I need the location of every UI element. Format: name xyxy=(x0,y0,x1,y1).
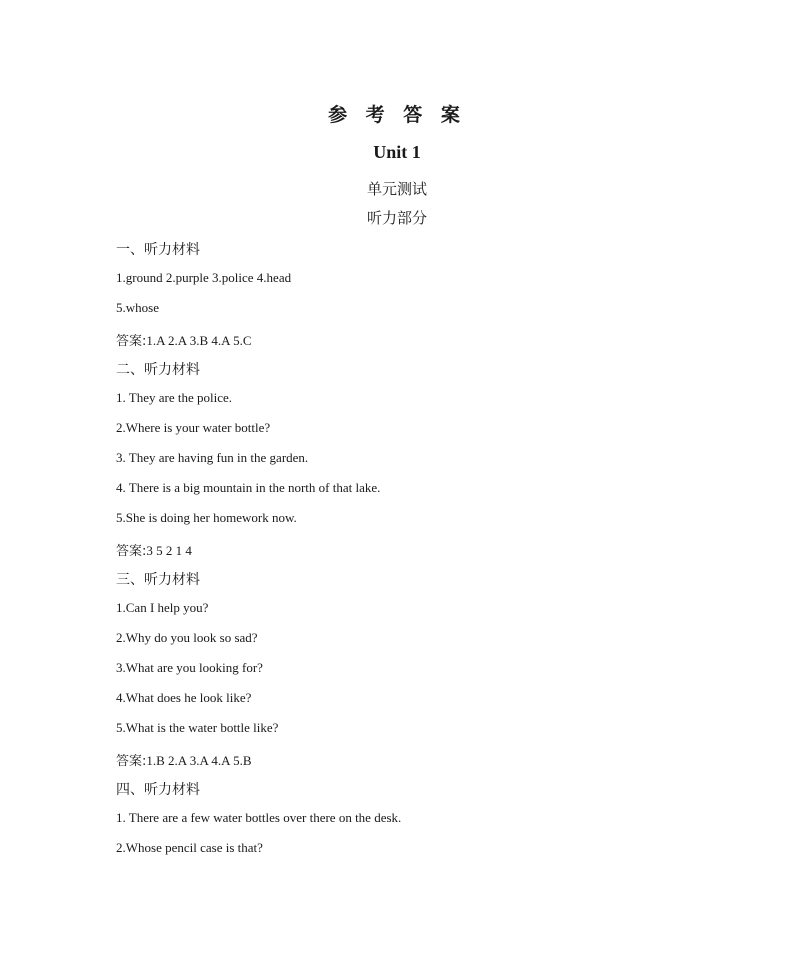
answer-values: 1.A 2.A 3.B 4.A 5.C xyxy=(146,333,252,348)
section-4-line: 1. There are a few water bottles over there on the desk. xyxy=(116,810,402,825)
section-4-line: 2.Whose pencil case is that? xyxy=(116,840,263,855)
section-subtitle-listening: 听力部分 xyxy=(366,209,427,227)
section-2-answer xyxy=(116,540,192,559)
section-4-heading: 四、听力材料 xyxy=(116,782,200,798)
section-1-answer xyxy=(116,330,252,349)
answer-label: 答案: xyxy=(116,544,147,559)
answer-label: 答案: xyxy=(116,334,147,349)
section-2-line: 3. They are having fun in the garden. xyxy=(116,450,309,465)
answer-label: 答案: xyxy=(116,754,147,769)
answer-values: 3 5 2 1 4 xyxy=(146,543,192,558)
page-title: 参 考 答 案 xyxy=(328,104,466,126)
section-3-line: 3.What are you looking for? xyxy=(116,660,263,675)
section-2-heading: 二、听力材料 xyxy=(116,362,200,378)
unit-heading: Unit 1 xyxy=(373,142,421,162)
section-2-line: 4. There is a big mountain in the north of that lake. xyxy=(116,480,381,495)
section-1-line: 1.ground 2.purple 3.police 4.head xyxy=(116,270,292,285)
section-2-line: 1. They are the police. xyxy=(116,390,232,405)
section-3-line: 2.Why do you look so sad? xyxy=(116,630,258,645)
section-1-line: 5.whose xyxy=(116,300,159,315)
section-3-line: 1.Can I help you? xyxy=(116,600,209,615)
section-2-line: 5.She is doing her homework now. xyxy=(116,510,297,525)
answer-values: 1.B 2.A 3.A 4.A 5.B xyxy=(146,753,252,768)
section-subtitle-unit-test: 单元测试 xyxy=(366,180,427,198)
section-2-line: 2.Where is your water bottle? xyxy=(116,420,271,435)
section-3-answer xyxy=(116,750,252,769)
section-3-line: 4.What does he look like? xyxy=(116,690,252,705)
section-3-line: 5.What is the water bottle like? xyxy=(116,720,279,735)
section-1-heading: 一、听力材料 xyxy=(116,242,200,258)
section-3-heading: 三、听力材料 xyxy=(116,572,200,588)
